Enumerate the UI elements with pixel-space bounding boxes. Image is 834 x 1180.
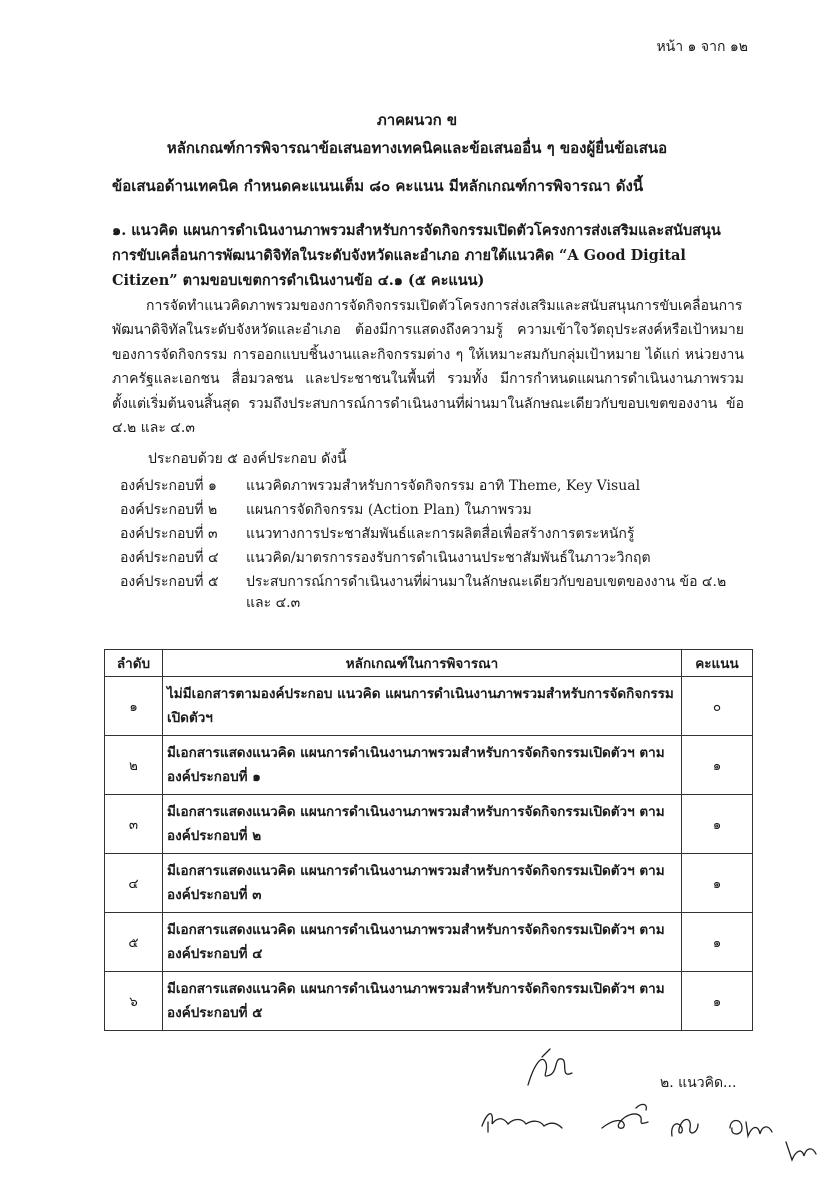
table-row [105, 736, 753, 795]
header-criteria: หลักเกณฑ์ในการพิจารณา [163, 650, 682, 677]
table-row [105, 913, 753, 972]
signature-mark [664, 1106, 704, 1146]
section1-paragraph [112, 294, 744, 440]
criteria-table [104, 649, 753, 1031]
row-no: ๑ [105, 677, 163, 736]
header-score: คะแนน [682, 650, 753, 677]
signature-mark [782, 1130, 822, 1170]
main-title: หลักเกณฑ์การพิจารณาข้อเสนอทางเทคนิคและข้อเสนออื่น ๆ ของผู้ยื่นข้อเสนอ [166, 139, 668, 157]
row-criteria: มีเอกสารแสดงแนวคิด แผนการดำเนินงานภาพรวมสำหรับการจัดกิจกรรมเปิดตัวฯ ตามองค์ประกอบที่ ๓ [163, 854, 682, 913]
row-score: ๑ [682, 736, 753, 795]
row-criteria: มีเอกสารแสดงแนวคิด แผนการดำเนินงานภาพรวมสำหรับการจัดกิจกรรมเปิดตัวฯ ตามองค์ประกอบที่ ๒ [163, 795, 682, 854]
row-criteria: มีเอกสารแสดงแนวคิด แผนการดำเนินงานภาพรวมสำหรับการจัดกิจกรรมเปิดตัวฯ ตามองค์ประกอบที่ ๑ [163, 736, 682, 795]
row-score: ๑ [682, 972, 753, 1031]
table-row [105, 972, 753, 1031]
footer-continuation: ๒. แนวคิด... [660, 1075, 737, 1091]
section1-paragraph-text: การจัดทำแนวคิดภาพรวมของการจัดกิจกรรมเปิดตัวโครงการส่งเสริมและสนับสนุนการขับเคลื่อนการพัฒนาดิจิทัลในระดับจังหวัดและอำเภอ ต้องมีการแสดงถึงความรู้ ความเข้าใจวัตถุประสงค์หรือเป้าหมายของการจัดกิจกรรม การออกแบบชิ้นงานและกิจกรรมต่าง ๆ ให้เหมาะสมกับกลุ่มเป้าหมาย ได้แก่ หน่วยงานภาครัฐและเอกชน สื่อมวลชน และประชาชนในพื้นที่ รวมทั้ง มีการกำหนดแผนการดำเนินงานภาพรวมตั้งแต่เริ่มต้นจนสิ้นสุด รวมถึงประสบการณ์การดำเนินงานที่ผ่านมาในลักษณะเดียวกับขอบเขตของงาน ข้อ ๔.๒ และ ๔.๓ [112, 298, 744, 437]
component-label: องค์ประกอบที่ ๑ [120, 478, 217, 494]
component-text: แนวคิดภาพรวมสำหรับการจัดกิจกรรม อาทิ Theme, Key Visual [246, 478, 641, 494]
signature-mark [478, 1100, 568, 1140]
component-label: องค์ประกอบที่ ๒ [120, 502, 218, 518]
row-score: ๑ [682, 913, 753, 972]
row-score: ๑ [682, 795, 753, 854]
section1-heading: ๑. แนวคิด แผนการดำเนินงานภาพรวมสำหรับการจัดกิจกรรมเปิดตัวโครงการส่งเสริมและสนับสนุนการขับเคลื่อนการพัฒนาดิจิทัลในระดับจังหวัดและอำเภอ ภายใต้แนวคิด “A Good Digital Citizen” ตามขอบเขตการดำเนินงานข้อ ๔.๑ (๕ คะแนน) [112, 222, 721, 289]
table-header-row [105, 650, 753, 677]
table-row [105, 677, 753, 736]
row-no: ๒ [105, 736, 163, 795]
component-label: องค์ประกอบที่ ๓ [120, 526, 218, 542]
row-score: ๑ [682, 854, 753, 913]
row-no: ๕ [105, 913, 163, 972]
row-no: ๖ [105, 972, 163, 1031]
signature-mark [596, 1098, 656, 1138]
row-no: ๔ [105, 854, 163, 913]
component-text: แนวคิด/มาตรการรองรับการดำเนินงานประชาสัมพันธ์ในภาวะวิกฤต [246, 550, 651, 566]
signature-mark [724, 1108, 780, 1144]
annex-title: ภาคผนวก ข [376, 111, 458, 129]
component-label: องค์ประกอบที่ ๕ [120, 574, 219, 590]
row-criteria: ไม่มีเอกสารตามองค์ประกอบ แนวคิด แผนการดำเนินงานภาพรวมสำหรับการจัดกิจกรรมเปิดตัวฯ [163, 677, 682, 736]
row-criteria: มีเอกสารแสดงแนวคิด แผนการดำเนินงานภาพรวมสำหรับการจัดกิจกรรมเปิดตัวฯ ตามองค์ประกอบที่ ๕ [163, 972, 682, 1031]
component-label: องค์ประกอบที่ ๔ [120, 550, 219, 566]
signature-mark [520, 1045, 580, 1095]
technical-title: ข้อเสนอด้านเทคนิค กำหนดคะแนนเต็ม ๘๐ คะแนน มีหลักเกณฑ์การพิจารณา ดังนี้ [112, 177, 644, 195]
table-row [105, 854, 753, 913]
table-row [105, 795, 753, 854]
component-text: แนวทางการประชาสัมพันธ์และการผลิตสื่อเพื่อสร้างการตระหนักรู้ [246, 526, 635, 542]
header-no: ลำดับ [105, 650, 163, 677]
row-no: ๓ [105, 795, 163, 854]
page-number: หน้า ๑ จาก ๑๒ [656, 39, 748, 55]
components-intro: ประกอบด้วย ๕ องค์ประกอบ ดังนี้ [148, 451, 347, 467]
row-score: ๐ [682, 677, 753, 736]
component-text: แผนการจัดกิจกรรม (Action Plan) ในภาพรวม [246, 502, 532, 518]
component-text: ประสบการณ์การดำเนินงานที่ผ่านมาในลักษณะเดียวกับขอบเขตของงาน ข้อ ๔.๒ และ ๔.๓ [246, 574, 727, 611]
row-criteria: มีเอกสารแสดงแนวคิด แผนการดำเนินงานภาพรวมสำหรับการจัดกิจกรรมเปิดตัวฯ ตามองค์ประกอบที่ ๔ [163, 913, 682, 972]
